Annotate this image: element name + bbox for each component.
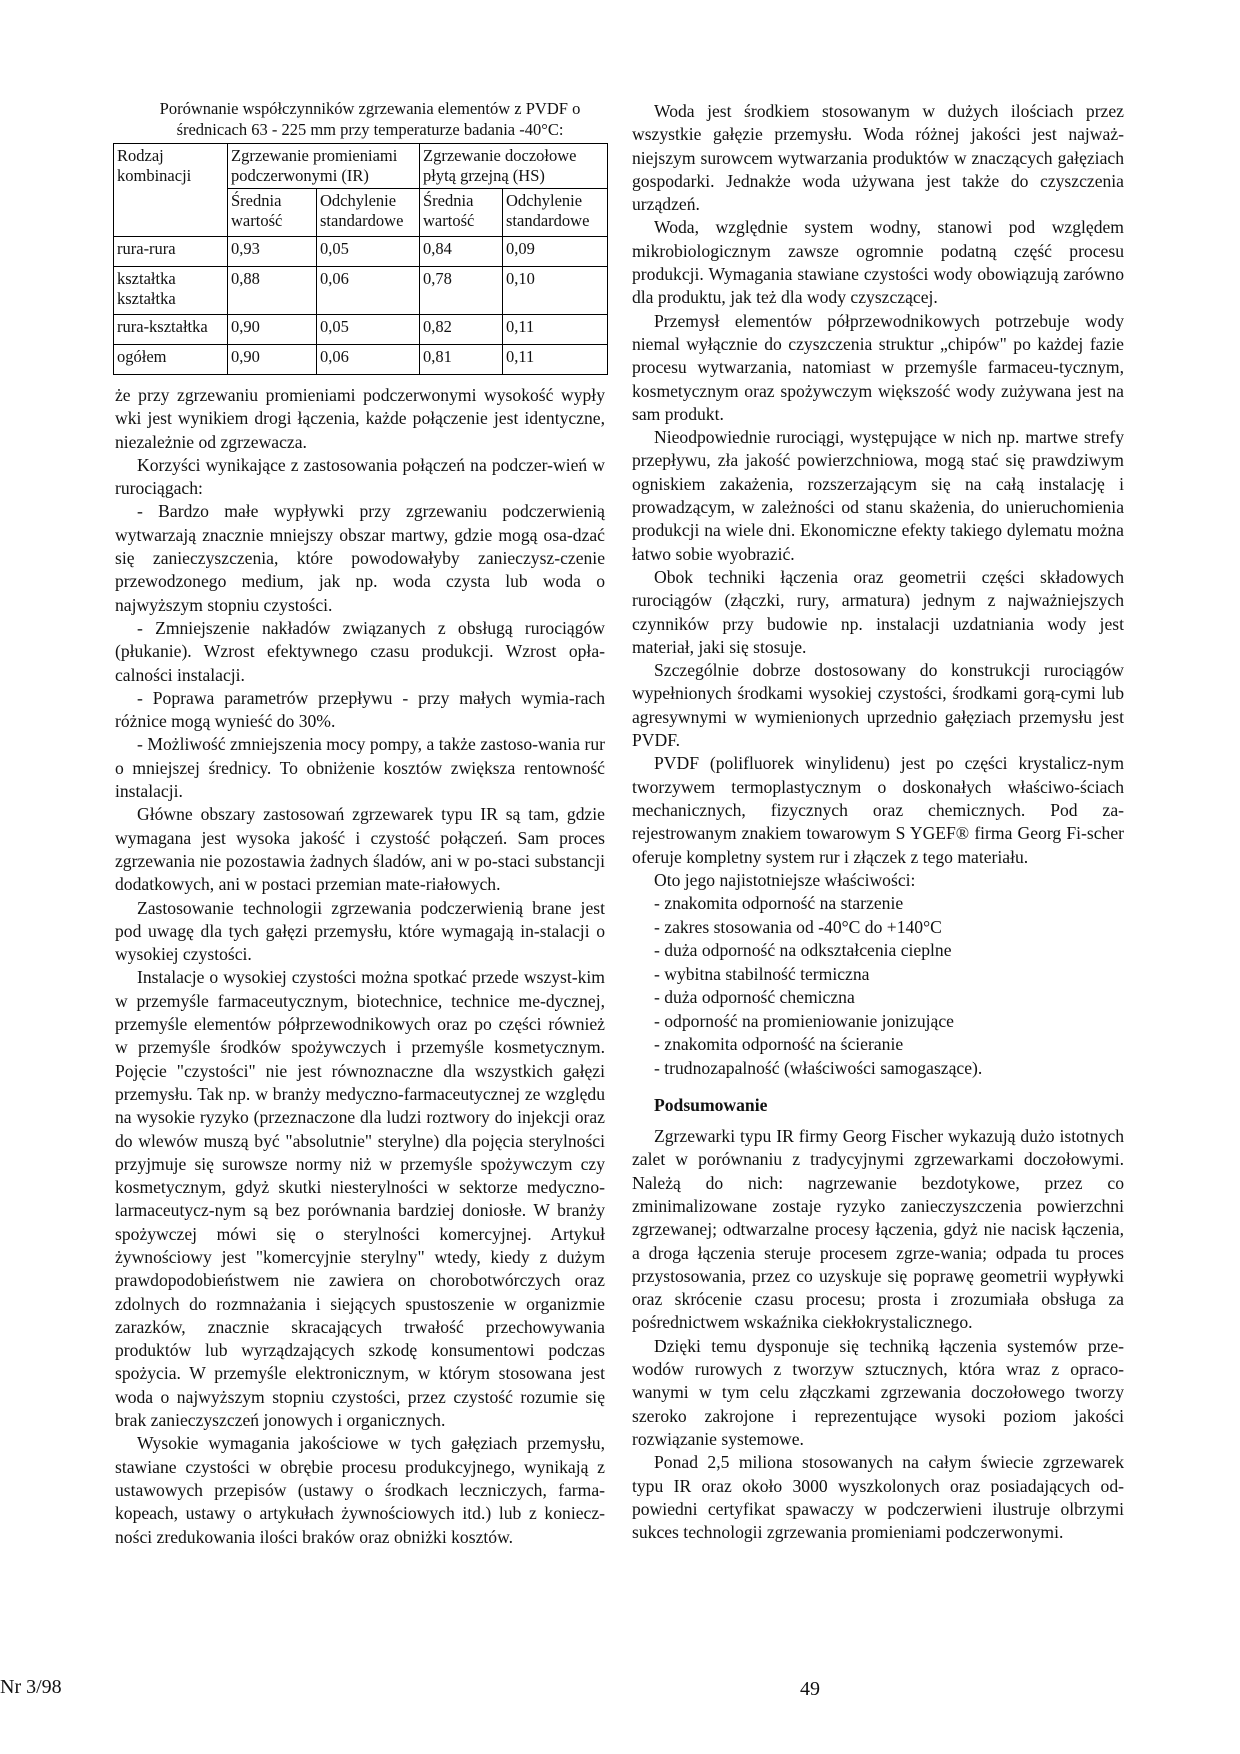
table-row [114, 237, 608, 267]
paragraph: Instalacje o wysokiej czystości można spotkać przede wszyst-kim w przemyśle farmaceutycznym, biotechnice, technice me-dycznej, przemyśle elementów półprzewodnikowych oraz po części również w przemyśle środków spożywczych i przemyśle kosmetycznym. Pojęcie "czystości" nie jest równoznaczne dla wszystkich gałęzi przemysłu. Tak np. w branży medyczno-farmaceutycznej ze względu na wysokie ryzyko (przeznaczone dla ludzi roztwory do injekcji oraz do wlewów muszą być "absolutnie" sterylne) dla pojęcia sterylności przyjmuje się surowsze normy niż w przemyśle spożywczym czy kosmetycznym, gdyż skutki niesterylności w sektorze medyczno-larmaceutycz-nym są bez porównania bardziej doniosłe. W branży spożywczej mówi się o sterylności komercyjnej. Artykuł żywnościowy jest "komercyjnie sterylny" wtedy, kiedy z dużym prawdopodobieństwem nie zawiera on chorobotwórczych oraz zdolnych do rozmnażania i siejących spustoszenie w organizmie zarazków, znacznie skracających trwałość przechowywania produktów lub wyrządzających szkodę konsumentowi podczas spożycia. W przemyśle elektronicznym, w którym stosowana jest woda o najwyższym stopniu czystości, przez czystość rozumie się brak zanieczyszczeń jonowych i organicznych. [115, 967, 605, 1431]
cell-hs-mean: 0,81 [420, 345, 503, 375]
cell-ir-mean: 0,93 [228, 237, 317, 267]
header-mean-hs: Średnia wartość [420, 189, 503, 237]
list-item: - wybitna stabilność termiczna [654, 963, 870, 984]
paragraph: Zastosowanie technologii zgrzewania podczerwienią brane jest pod uwagę dla tych gałęzi przemysłu, które wymagają in-stalacji o wysokiej czystości. [115, 897, 605, 965]
coefficient-table [113, 143, 608, 375]
list-item: - odporność na promieniowanie jonizujące [654, 1010, 954, 1031]
header-hs: Zgrzewanie doczołowe płytą grzejną (HS) [420, 144, 608, 189]
section-heading: Podsumowanie [654, 1095, 768, 1116]
paragraph: Główne obszary zastosowań zgrzewarek typu IR są tam, gdzie wymagana jest wysoka jakość i czystość połączeń. Sam proces zgrzewania nie pozostawia żadnych śladów, ani w po-staci substancji dodatkowych, ani w postaci przemian mate-riałowych. [115, 804, 605, 895]
cell-hs-std: 0,09 [503, 237, 608, 267]
paragraph: Obok techniki łączenia oraz geometrii części składowych rurociągów (złączki, rury, armatura) jednym z najważniejszych czynników przy budowie np. instalacji uzdatniania wody jest materiał, jaki się stosuje. [632, 566, 1124, 657]
page-number: 49 [800, 1678, 820, 1700]
paragraph: PVDF (polifluorek winylidenu) jest po części krystalicz-nym tworzywem termoplastycznym o doskonałych właściwo-ściach mechanicznych, fizycznych oraz chemicznych. Pod za-rejestrowanym znakiem towarowym S YGEF® firma Georg Fi-scher oferuje kompletny system rur i złączek z tego materiału. [632, 753, 1124, 867]
paragraph: Nieodpowiednie rurociągi, występujące w nich np. martwe strefy przepływu, zła jakość powierzchniowa, mogą stać się prawdziwym ogniskiem zakażenia, rozszerzającym się na całą instalację i prowadzącym, w zależności od stanu skażenia, do unieruchomienia produkcji na wiele dni. Ekonomiczne efekty takiego dylematu można łatwo sobie wyobrazić. [632, 427, 1124, 564]
list-item: - duża odporność na odkształcenia cieplne [654, 940, 952, 961]
paragraph: Woda jest środkiem stosowanym w dużych ilościach przez wszystkie gałęzie przemysłu. Woda różnej jakości jest najważ-niejszym surowcem wytwarzania produktów w znaczących gałęziach gospodarki. Jednakże woda używana jest także do czyszczenia urządzeń. [632, 101, 1124, 215]
list-item: - znakomita odporność na starzenie [654, 893, 904, 914]
cell-ir-mean: 0,88 [228, 267, 317, 315]
paragraph: - Bardzo małe wypływki przy zgrzewaniu podczerwienią wytwarzają znacznie mniejszy obszar martwy, gdzie mogą osa-dzać się zanieczyszczenia, które powodowałyby zanieczysz-czenie przewodzonego medium, jak np. woda czysta lub woda o najwyższym stopniu czystości. [115, 501, 605, 615]
list-item: - trudnozapalność (właściwości samogaszące). [654, 1057, 983, 1078]
paragraph: że przy zgrzewaniu promieniami podczerwonymi wysokość wypły wki jest wynikiem drogi łączenia, każde połączenie jest identyczne, niezależnie od zgrzewacza. [115, 385, 605, 452]
cell-hs-std: 0,11 [503, 345, 608, 375]
paragraph: Oto jego najistotniejsze właściwości: [654, 869, 916, 890]
cell-hs-mean: 0,82 [420, 315, 503, 345]
header-kind: Rodzaj kombinacji [114, 144, 228, 237]
paragraph: - Zmniejszenie nakładów związanych z obsługą rurociągów (płukanie). Wzrost efektywnego czasu produkcji. Wzrost opła-calności instalacji. [115, 617, 605, 685]
cell-hs-mean: 0,84 [420, 237, 503, 267]
cell-ir-std: 0,06 [317, 267, 420, 315]
table-row [114, 345, 608, 375]
cell-hs-std: 0,10 [503, 267, 608, 315]
paragraph: - Poprawa parametrów przepływu - przy małych wymia-rach różnice mogą wynieść do 30%. [115, 687, 605, 732]
paragraph: Ponad 2,5 miliona stosowanych na całym świecie zgrzewarek typu IR oraz około 3000 wyszkolonych oraz posiadających od-powiedni certyfikat spawaczy w podczerwieni ilustruje olbrzymi sukces technologii zgrzewania promieniami podczerwonymi. [632, 1452, 1124, 1543]
row-name: kształtka kształtka [114, 267, 228, 315]
table-row [114, 267, 608, 315]
cell-ir-std: 0,05 [317, 237, 420, 267]
row-name: rura-rura [114, 237, 228, 267]
list-item: - znakomita odporność na ścieranie [654, 1034, 904, 1055]
properties-list [632, 892, 1124, 1080]
cell-hs-std: 0,11 [503, 315, 608, 345]
header-std-ir: Odchylenie standardowe [317, 189, 420, 237]
cell-hs-mean: 0,78 [420, 267, 503, 315]
paragraph: Zgrzewarki typu IR firmy Georg Fischer wykazują dużo istotnych zalet w porównaniu z tradycyjnymi zgrzewarkami doczołowymi. Należą do nich: nagrzewanie bezdotykowe, przez co zminimalizowane zostaje ryzyko zanieczyszczenia powierzchni zgrzewanej; odtwarzalne procesy łączenia, gdyż nie nacisk łączenia, a droga łączenia steruje procesem zgrze-wania; odpada tu proces przystosowania, przez co uzyskuje się poprawę geometrii wypływki oraz skrócenie czasu procesu; prosta i zrozumiała obsługa za pośrednictwem wskaźnika ciekłokrystalicznego. [632, 1126, 1124, 1333]
paragraph: Szczególnie dobrze dostosowany do konstrukcji rurociągów wypełnionych środkami wysokiej czystości, środkami gorą-cymi lub agresywnymi w wymienionych uprzednio gałęziach przemysłu jest PVDF. [632, 660, 1124, 751]
header-ir: Zgrzewanie promieniami podczerwonymi (IR) [228, 144, 420, 189]
header-mean-ir: Średnia wartość [228, 189, 317, 237]
paragraph: Przemysł elementów półprzewodnikowych potrzebuje wody niemal wyłącznie do czyszczenia struktur „chipów" po każdej fazie procesu wytwarzania, natomiast w przemyśle farmaceu-tycznym, kosmetycznym oraz spożywczym większość wody zużywana jest na sam produkt. [632, 310, 1124, 424]
issue-number: Nr 3/98 [0, 1676, 62, 1698]
cell-ir-mean: 0,90 [228, 315, 317, 345]
row-name: ogółem [114, 345, 228, 375]
list-item: - duża odporność chemiczna [654, 987, 855, 1008]
row-name: rura-kształtka [114, 315, 228, 345]
left-column-text [115, 384, 605, 1549]
cell-ir-std: 0,05 [317, 315, 420, 345]
paragraph: Wysokie wymagania jakościowe w tych gałęziach przemysłu, stawiane czystości w obrębie procesu produkcyjnego, wynikają z ustawowych przepisów (ustawy o środkach leczniczych, farma-kopeach, ustawy o artykułach żywnościowych itd.) lub z koniecz-ności zredukowania ilości braków oraz obniżki kosztów. [115, 1433, 605, 1547]
table-caption: Porównanie współczynników zgrzewania elementów z PVDF o średnicach 63 - 225 mm przy temperaturze badania -40°C: [159, 99, 581, 139]
cell-ir-mean: 0,90 [228, 345, 317, 375]
cell-ir-std: 0,06 [317, 345, 420, 375]
header-std-hs: Odchylenie standardowe [503, 189, 608, 237]
paragraph: Woda, względnie system wodny, stanowi pod względem mikrobiologicznym zawsze ogromnie podatną część procesu produkcji. Wymagania stawiane czystości wody obowiązują zarówno dla produktu, jak też dla wody czyszczącej. [632, 217, 1124, 308]
table-header-row [114, 144, 608, 189]
paragraph: Korzyści wynikające z zastosowania połączeń na podczer-wień w rurociągach: [115, 454, 605, 499]
paragraph: - Możliwość zmniejszenia mocy pompy, a także zastoso-wania rur o mniejszej średnicy. To obniżenie kosztów zwiększa rentowność instalacji. [115, 734, 605, 802]
paragraph: Dzięki temu dysponuje się techniką łączenia systemów prze-wodów rurowych z tworzyw sztucznych, która wraz z opraco-wanymi w tym celu złączkami zgrzewania doczołowego tworzy szeroko zakrojone i reprezentujące wysoki poziom jakości rozwiązanie systemowe. [632, 1335, 1124, 1449]
table-row [114, 315, 608, 345]
list-item: - zakres stosowania od -40°C do +140°C [654, 916, 942, 937]
right-column-text [632, 100, 1124, 1544]
